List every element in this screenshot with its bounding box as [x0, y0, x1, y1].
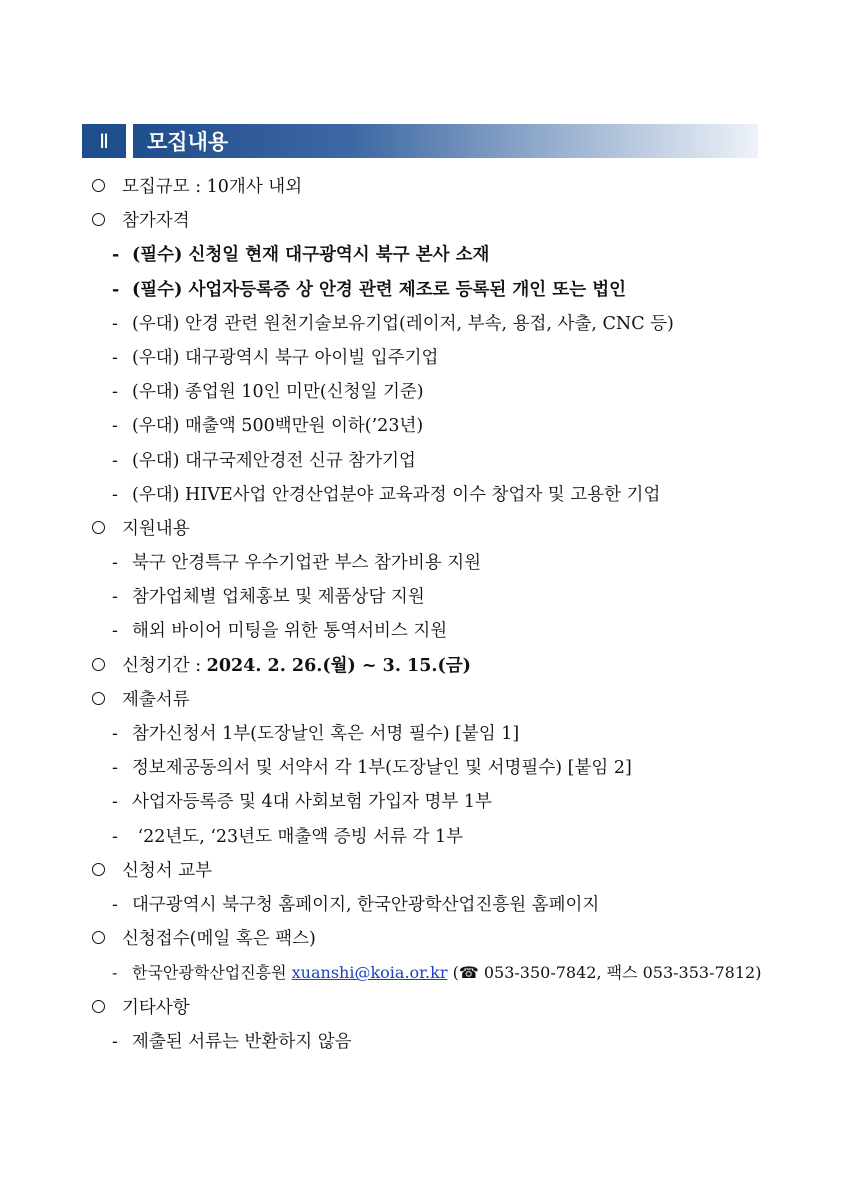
scale-separator: : [189, 177, 207, 197]
list-item: - (우대) 대구국제안경전 신규 참가기업 [112, 450, 416, 471]
support-heading [90, 512, 810, 546]
section-number: Ⅱ [82, 124, 126, 158]
list-item: - 북구 안경특구 우수기업관 부스 참가비용 지원 [112, 553, 482, 574]
circle-bullet-icon [90, 204, 122, 238]
list-item: - (필수) 신청일 현재 대구광역시 북구 본사 소재 [112, 245, 490, 266]
documents-title: 제출서류 [122, 689, 190, 710]
section-title-bar [133, 124, 758, 158]
section-title: 모집내용 [147, 130, 229, 154]
circle-bullet-icon [90, 683, 122, 717]
list-item: - (우대) 매출액 500백만원 이하(’23년) [112, 416, 424, 437]
documents-heading [90, 683, 810, 717]
list-item: - 해외 바이어 미팅을 위한 통역서비스 지원 [112, 621, 448, 642]
circle-bullet-icon [90, 922, 122, 956]
list-item: - (우대) HIVE사업 안경산업분야 교육과정 이수 창업자 및 고용한 기업 [112, 484, 661, 505]
list-item: - (우대) 안경 관련 원천기술보유기업(레이저, 부속, 용접, 사출, CNC 등) [112, 313, 674, 334]
list-item: - ‘22년도, ‘23년도 매출액 증빙 서류 각 1부 [112, 826, 464, 847]
scale-label: 모집규모 [122, 177, 190, 197]
etc-title: 기타사항 [122, 997, 190, 1018]
period-separator: : [189, 655, 207, 676]
document-body [90, 170, 810, 1059]
support-title: 지원내용 [122, 518, 190, 539]
qualification-title: 참가자격 [122, 211, 190, 232]
circle-bullet-icon [90, 991, 122, 1025]
circle-bullet-icon [90, 512, 122, 546]
reception-title: 신청접수(메일 혹은 팩스) [122, 929, 316, 950]
period-line [90, 649, 810, 683]
period-label: 신청기간 [122, 655, 190, 676]
list-item: - 정보제공동의서 및 서약서 각 1부(도장날인 및 서명필수) [붙임 2] [112, 758, 632, 779]
list-item: - (필수) 사업자등록증 상 안경 관련 제조로 등록된 개인 또는 법인 [112, 279, 627, 300]
circle-bullet-icon [90, 854, 122, 888]
circle-bullet-icon [90, 649, 122, 683]
scale-line [90, 170, 810, 204]
list-item: - (우대) 대구광역시 북구 아이빌 입주기업 [112, 347, 439, 368]
section-header [82, 124, 758, 158]
list-item: - 대구광역시 북구청 홈페이지, 한국안광학산업진흥원 홈페이지 [112, 894, 600, 915]
list-item: - 사업자등록증 및 4대 사회보험 가입자 명부 1부 [112, 792, 492, 813]
etc-heading [90, 991, 810, 1025]
qualification-heading [90, 204, 810, 238]
list-item: - 제출된 서류는 반환하지 않음 [112, 1031, 352, 1052]
reception-contact-line: - 한국안광학산업진흥원 xuanshi@koia.or.kr (☎ 053-350-7842, 팩스 053-353-7812) [112, 963, 762, 983]
reception-org: 한국안광학산업진흥원 [132, 963, 292, 983]
phone-fax: (☎ 053-350-7842, 팩스 053-353-7812) [447, 963, 762, 983]
distribution-heading [90, 854, 810, 888]
list-item: - 참가업체별 업체홍보 및 제품상담 지원 [112, 587, 425, 608]
distribution-title: 신청서 교부 [122, 860, 213, 881]
list-item: - 참가신청서 1부(도장날인 혹은 서명 필수) [붙임 1] [112, 724, 520, 744]
reception-heading [90, 922, 810, 956]
list-item: - (우대) 종업원 10인 미만(신청일 기준) [112, 382, 424, 403]
period-value: 2024. 2. 26.(월) ~ 3. 15.(금) [206, 655, 471, 676]
email-link[interactable]: xuanshi@koia.or.kr [291, 963, 448, 983]
scale-value: 10개사 내외 [206, 177, 303, 197]
circle-bullet-icon [90, 170, 122, 204]
